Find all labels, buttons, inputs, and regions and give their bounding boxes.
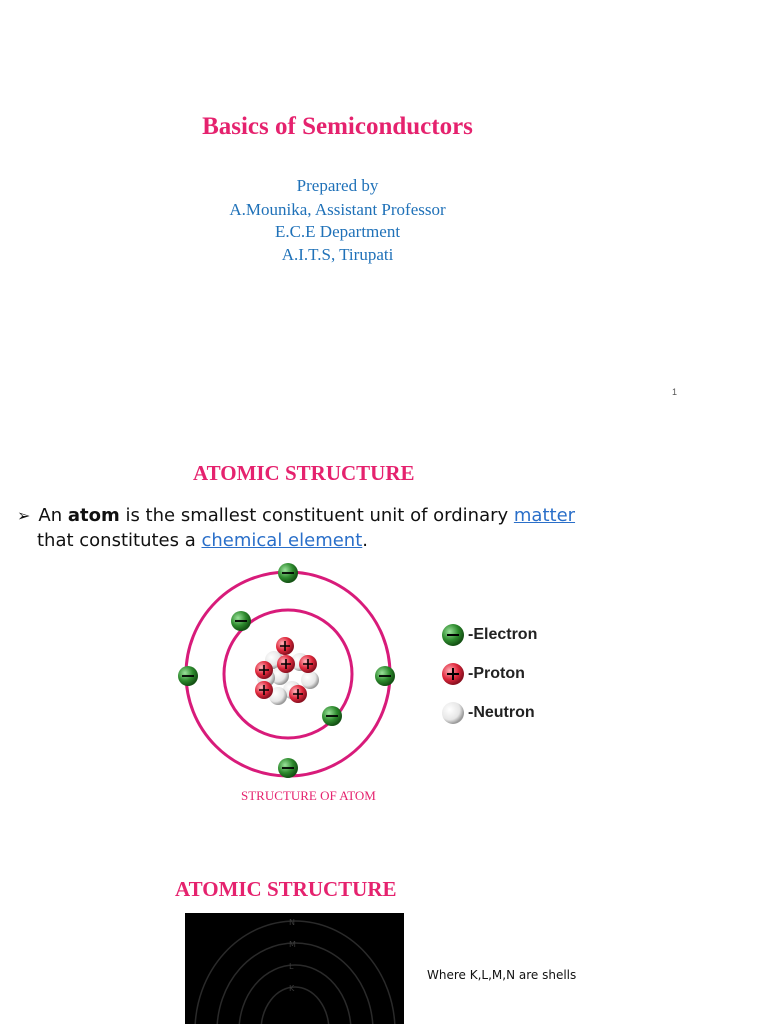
definition-line2-suffix: . <box>362 530 369 551</box>
atom-definition <box>17 503 617 553</box>
shells-diagram <box>185 913 404 1024</box>
definition-line-2 <box>17 528 617 553</box>
definition-middle: is the smallest constituent unit of ordinary <box>119 505 514 526</box>
bullet-arrow-icon: ➢ <box>17 506 31 525</box>
matter-link[interactable]: matter <box>513 505 576 526</box>
legend-proton-label: -Proton <box>468 664 525 682</box>
legend-proton <box>440 654 537 693</box>
legend-electron <box>440 615 537 654</box>
shell-label-n: N <box>289 918 295 927</box>
nucleus <box>255 637 319 705</box>
shells-note: Where K,L,M,N are shells <box>427 968 577 982</box>
diagram-caption: STRUCTURE OF ATOM <box>241 788 376 803</box>
proton-icon <box>440 661 466 687</box>
definition-bold-term: atom <box>67 505 120 526</box>
chemical-element-link[interactable]: chemical element <box>201 530 363 551</box>
department-name: E.C.E Department <box>274 222 401 241</box>
prepared-by-label: Prepared by <box>296 176 379 195</box>
institute-name: A.I.T.S, Tirupati <box>281 245 394 264</box>
legend-neutron-label: -Neutron <box>468 703 535 721</box>
slide-title: Basics of Semiconductors <box>202 113 473 140</box>
electron-icon <box>440 622 466 648</box>
atom-legend <box>440 615 537 732</box>
shell-label-k: K <box>289 984 295 993</box>
shell-label-l: L <box>289 962 294 971</box>
definition-prefix: An <box>38 505 68 526</box>
definition-line2-prefix: that constitutes a <box>37 530 202 551</box>
author-name: A.Mounika, Assistant Professor <box>229 200 446 219</box>
atomic-structure-heading: ATOMIC STRUCTURE <box>193 461 415 485</box>
legend-electron-label: -Electron <box>468 625 538 643</box>
shell-label-m: M <box>289 940 296 949</box>
atomic-structure-heading-2: ATOMIC STRUCTURE <box>175 877 397 901</box>
neutron-icon <box>440 700 466 726</box>
shells-diagram-art <box>185 913 404 1024</box>
page-number: 1 <box>672 387 678 397</box>
legend-neutron <box>440 693 537 732</box>
atom-diagram <box>170 560 410 785</box>
